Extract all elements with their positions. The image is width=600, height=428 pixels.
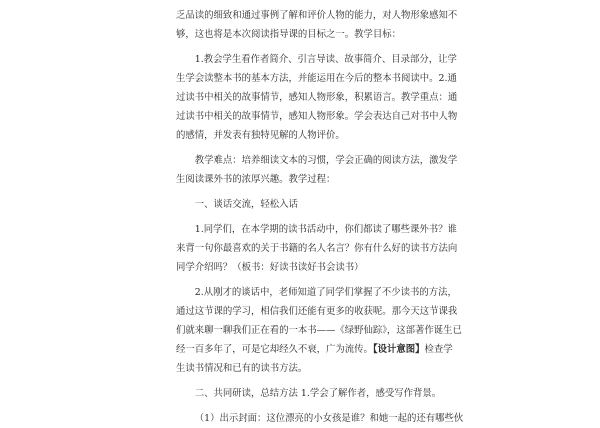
paragraph-intro <box>176 6 458 44</box>
text-line: 生读书情况和已有的读书方法。 <box>176 363 308 374</box>
text-line: 来背一句你最喜欢的关于书籍的名人名言？你有什么好的读书方法向 <box>176 243 458 254</box>
text-line: 过读书中相关的故事情节，感知人物形象，积累语言。教学重点：通 <box>176 92 458 103</box>
text-line: 2.从刚才的谈话中，老师知道了同学们掌握了不少读书的方法， <box>194 287 457 298</box>
text-line: 乏品读的细致和通过事例了解和评价人物的能力，对人物形象感知不 <box>176 10 458 21</box>
section-heading-1 <box>176 195 424 214</box>
text-line: 通过这节课的学习，相信我们还能有更多的收获呢。那今天这节课我 <box>176 306 458 317</box>
text-line: 们就来聊一聊我们正在看的一本书——《绿野仙踪》，这部著作诞生已 <box>176 325 462 336</box>
paragraph-objectives <box>176 50 458 145</box>
section-heading-2 <box>176 384 442 403</box>
paragraph-step-2 <box>176 283 462 378</box>
text-line: 一、谈话交流，轻松入话 <box>194 199 298 210</box>
text-line: 的感情，并发表有独特见解的人物评价。 <box>176 130 345 141</box>
paragraph-step-3 <box>176 409 464 428</box>
text-segment: 检查学 <box>424 344 453 355</box>
text-line: 生阅读课外书的浓厚兴趣。教学过程： <box>176 174 336 185</box>
text-line: 教学难点：培养细读文本的习惯，学会正确的阅读方法，激发学 <box>194 155 458 166</box>
paragraph-difficulty <box>176 151 458 189</box>
design-intent-label: 【设计意图】 <box>372 344 425 355</box>
text-line: 够，这也将是本次阅读指导课的目标之一。教学目标： <box>176 29 402 40</box>
text-line: 1.教会学生看作者简介、引言导读、故事简介、目录部分，让学 <box>194 54 457 65</box>
text-line: 二、共同研读，总结方法 1.学会了解作者，感受写作背景。 <box>194 388 442 399</box>
text-line: 同学介绍吗？（板书：好读书读好书会读书） <box>176 262 364 273</box>
text-line: 生学会读整本书的基本方法，并能运用在今后的整本书阅读中。2.通 <box>176 73 457 84</box>
document-body <box>176 6 464 428</box>
paragraph-step-1 <box>176 220 458 277</box>
text-line: （1）出示封面：这位漂亮的小女孩是谁？和她一起的还有哪些伙 <box>194 413 464 424</box>
text-line: 1.同学们，在本学期的读书活动中，你们都读了哪些课外书？谁 <box>194 224 457 235</box>
text-segment: 经一百多年了，可是它却经久不衰，广为流传。 <box>176 344 373 355</box>
text-line <box>176 340 453 359</box>
text-line: 过读书中相关的故事情节，感知人物形象。学会表达自己对书中人物 <box>176 111 458 122</box>
